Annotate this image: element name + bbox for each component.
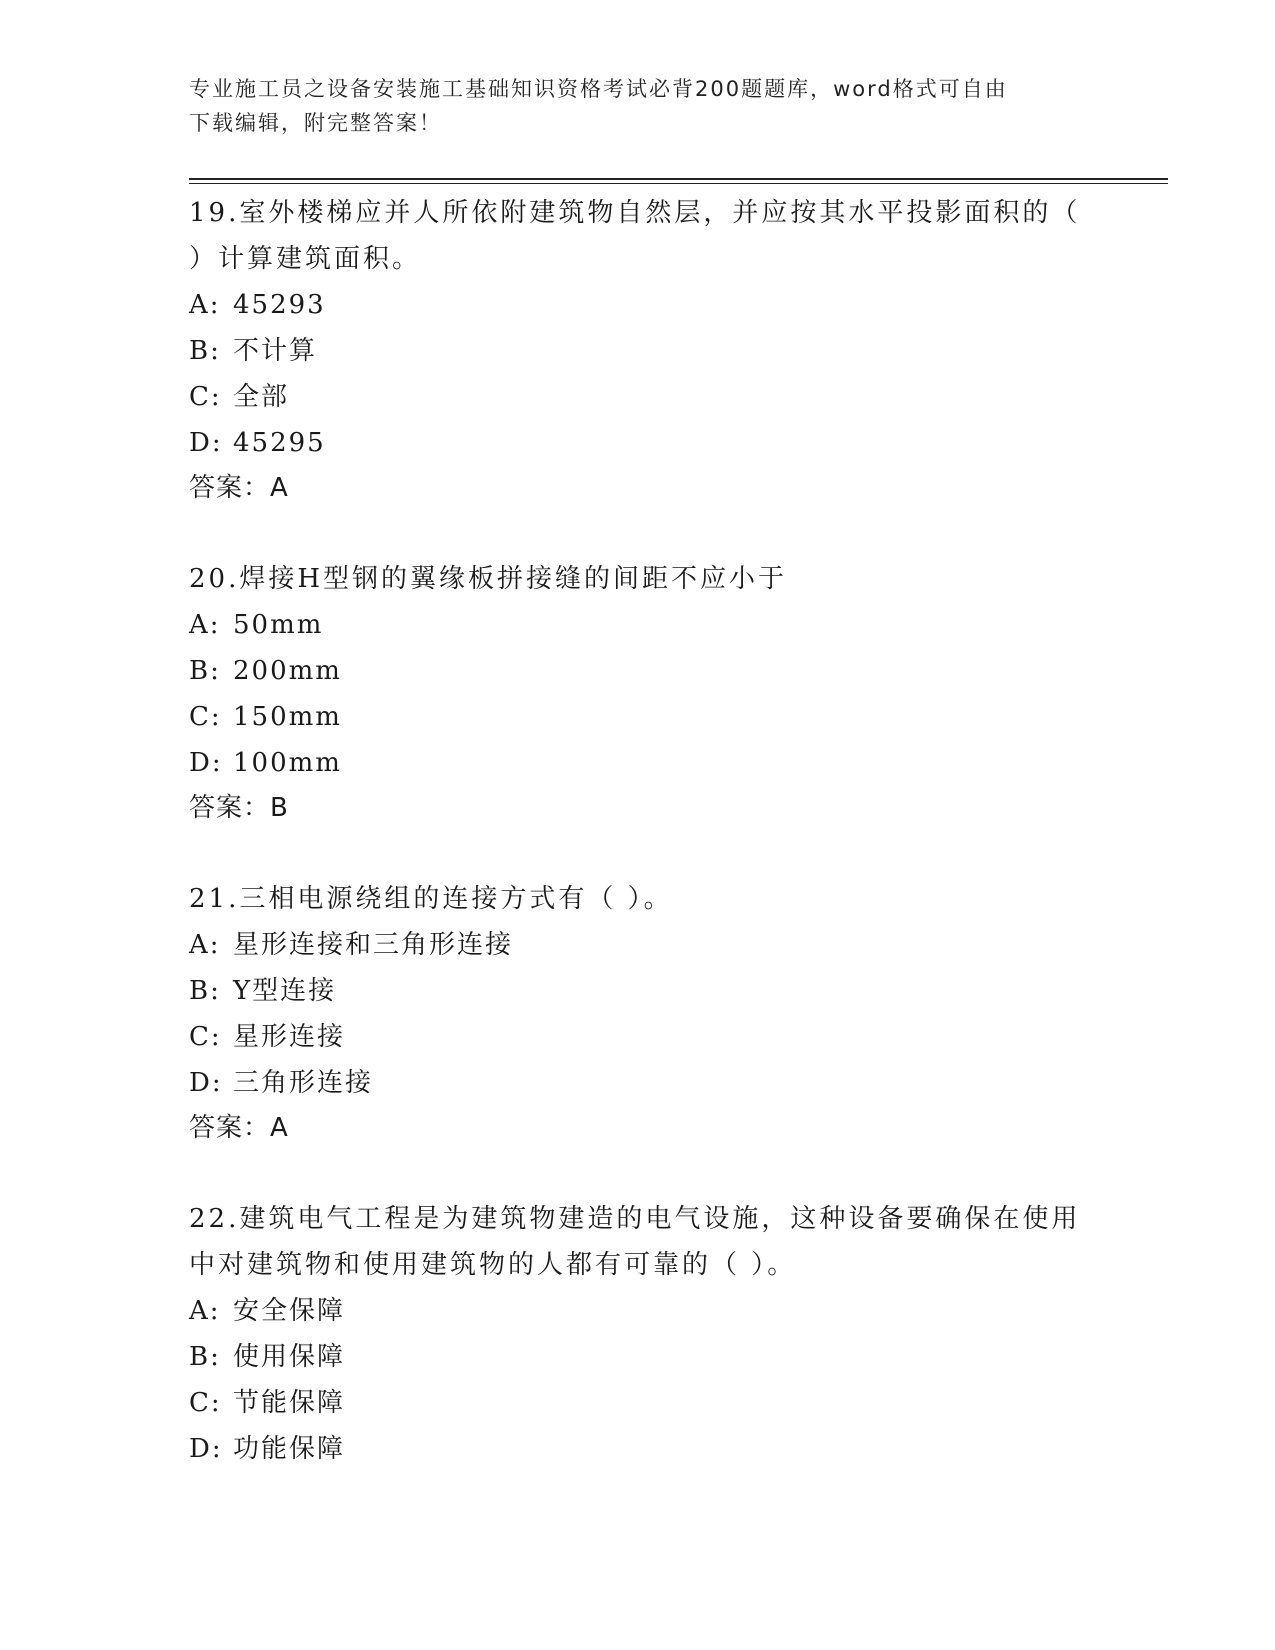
option-key: C: [189, 702, 222, 732]
option-key: C: [189, 1388, 222, 1418]
option-a [189, 1288, 1089, 1334]
option-key: A: [189, 930, 221, 960]
option-b [189, 648, 1089, 694]
option-b [189, 968, 1089, 1014]
option-a [189, 282, 1089, 328]
header-divider-thick [189, 178, 1168, 180]
option-key: A: [189, 610, 221, 640]
question-stem: 20.焊接H型钢的翼缘板拼接缝的间距不应小于 [189, 564, 788, 594]
option-text: 节能保障 [233, 1388, 346, 1418]
question-stem-continued: 中对建筑物和使用建筑物的人都有可靠的（ ）。 [189, 1250, 797, 1280]
option-key: D: [189, 1434, 223, 1464]
document-header [189, 72, 1089, 140]
option-key: B: [189, 336, 221, 366]
option-key: C: [189, 1022, 222, 1052]
answer-line: 答案：A [189, 1113, 289, 1143]
answer-line: 答案：A [189, 473, 289, 503]
question-22 [189, 1196, 1089, 1472]
option-text: 50mm [233, 610, 324, 640]
option-b [189, 1334, 1089, 1380]
question-20 [189, 556, 1089, 830]
option-text: 功能保障 [233, 1434, 346, 1464]
option-text: 星形连接 [233, 1022, 346, 1052]
option-text: 150mm [233, 702, 342, 732]
question-stem-continued: ）计算建筑面积。 [189, 244, 422, 274]
option-text: 不计算 [233, 336, 318, 366]
option-c [189, 694, 1089, 740]
option-d [189, 1060, 1089, 1106]
option-key: A: [189, 1296, 221, 1326]
question-19 [189, 190, 1089, 510]
option-key: B: [189, 656, 221, 686]
option-text: 200mm [233, 656, 342, 686]
header-divider-thin [189, 183, 1168, 184]
option-key: A: [189, 290, 221, 320]
question-list [189, 190, 1089, 1518]
option-text: 45293 [233, 290, 326, 320]
option-d [189, 740, 1089, 786]
option-d [189, 1426, 1089, 1472]
option-text: Y型连接 [233, 976, 337, 1006]
option-a [189, 922, 1089, 968]
option-key: B: [189, 1342, 221, 1372]
answer-line: 答案：B [189, 793, 289, 823]
question-21 [189, 876, 1089, 1150]
option-d [189, 420, 1089, 466]
option-text: 星形连接和三角形连接 [233, 930, 514, 960]
option-c [189, 1014, 1089, 1060]
option-key: D: [189, 748, 223, 778]
question-stem: 22.建筑电气工程是为建筑物建造的电气设施，这种设备要确保在使用 [189, 1204, 1081, 1234]
option-text: 全部 [233, 382, 290, 412]
option-b [189, 328, 1089, 374]
option-text: 使用保障 [233, 1342, 346, 1372]
option-key: D: [189, 1068, 223, 1098]
option-c [189, 374, 1089, 420]
option-text: 45295 [233, 428, 326, 458]
question-stem: 19.室外楼梯应并人所依附建筑物自然层，并应按其水平投影面积的（ [189, 198, 1081, 228]
option-text: 100mm [233, 748, 342, 778]
question-stem: 21.三相电源绕组的连接方式有（ ）。 [189, 884, 673, 914]
option-text: 安全保障 [233, 1296, 346, 1326]
option-key: C: [189, 382, 222, 412]
option-c [189, 1380, 1089, 1426]
option-key: D: [189, 428, 223, 458]
option-key: B: [189, 976, 221, 1006]
header-line-1: 专业施工员之设备安装施工基础知识资格考试必背200题题库，word格式可自由 [189, 77, 1008, 101]
option-text: 三角形连接 [233, 1068, 374, 1098]
option-a [189, 602, 1089, 648]
header-line-2: 下载编辑，附完整答案！ [189, 111, 442, 135]
